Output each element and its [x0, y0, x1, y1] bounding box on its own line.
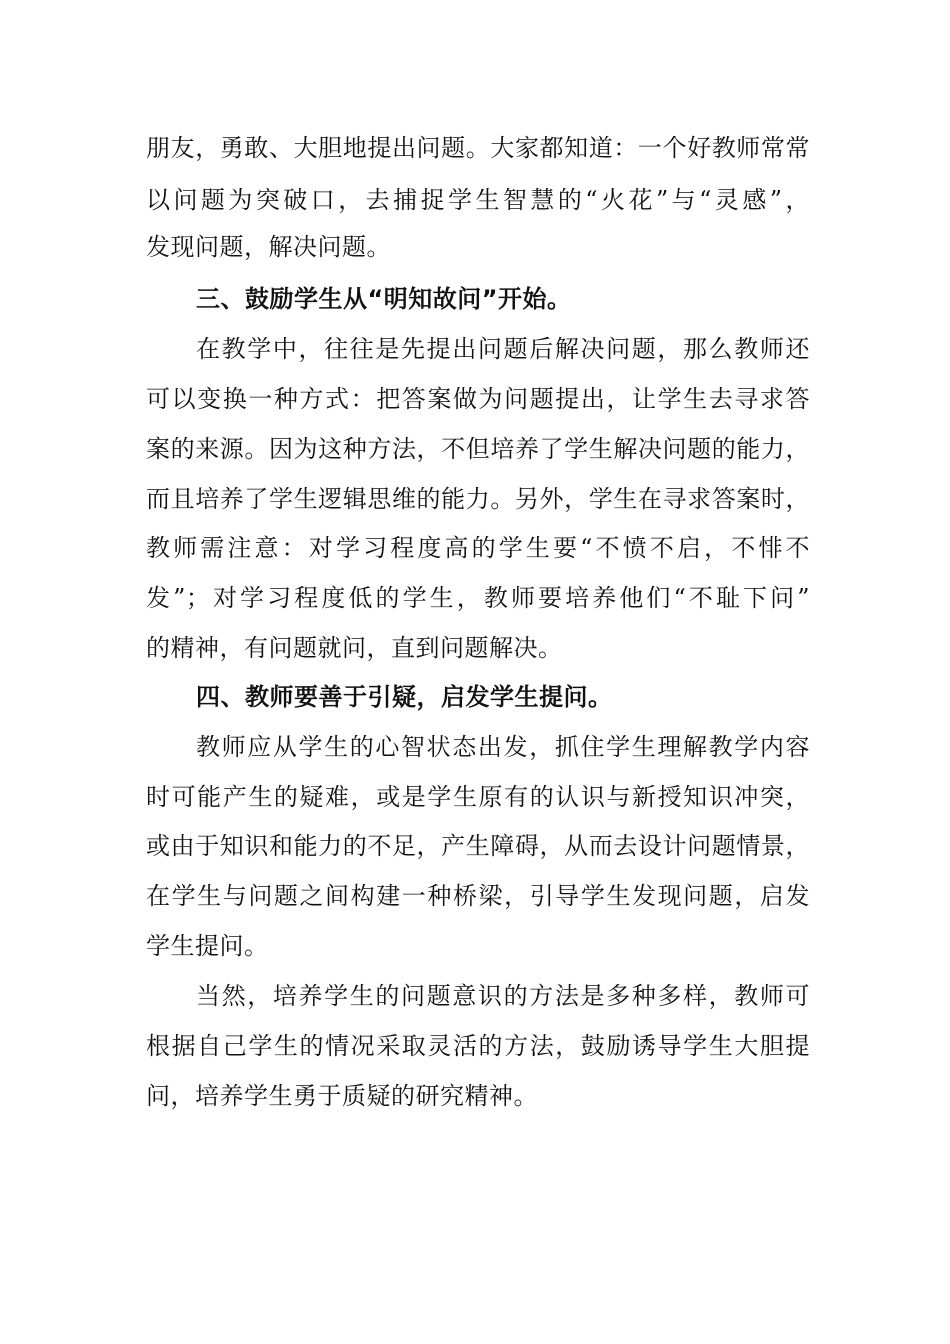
section-heading: 四、教师要善于引疑，启发学生提问。	[196, 683, 613, 711]
text-line: 当然，培养学生的问题意识的方法是多种多样，教师可	[196, 982, 810, 1010]
text-line: 发”；对学习程度低的学生，教师要培养他们“不耻下问”	[146, 584, 810, 612]
text-line: 或由于知识和能力的不足，产生障碍，从而去设计问题情景，	[146, 832, 810, 860]
text-line: 可以变换一种方式：把答案做为问题提出，让学生去寻求答	[146, 385, 810, 413]
text-line: 学生提问。	[146, 932, 269, 960]
text-line: 的精神，有问题就问，直到问题解决。	[146, 634, 563, 662]
text-line: 以问题为突破口，去捕捉学生智慧的“火花”与“灵感”，	[146, 186, 810, 214]
text-line: 根据自己学生的情况采取灵活的方法，鼓励诱导学生大胆提	[146, 1032, 810, 1060]
text-line: 教师应从学生的心智状态出发，抓住学生理解教学内容	[196, 733, 810, 761]
text-line: 教师需注意：对学习程度高的学生要“不愤不启，不悱不	[146, 534, 810, 562]
section-heading: 三、鼓励学生从“明知故问”开始。	[196, 285, 572, 313]
text-line: 在学生与问题之间构建一种桥梁，引导学生发现问题，启发	[146, 882, 810, 910]
text-line: 案的来源。因为这种方法，不但培养了学生解决问题的能力，	[146, 435, 810, 463]
text-line: 在教学中，往往是先提出问题后解决问题，那么教师还	[196, 335, 810, 363]
text-line: 而且培养了学生逻辑思维的能力。另外，学生在寻求答案时，	[146, 485, 810, 513]
text-line: 问，培养学生勇于质疑的研究精神。	[146, 1082, 538, 1110]
text-line: 时可能产生的疑难，或是学生原有的认识与新授知识冲突，	[146, 783, 810, 811]
text-line: 发现问题，解决问题。	[146, 233, 391, 261]
text-line: 朋友，勇敢、大胆地提出问题。大家都知道：一个好教师常常	[146, 134, 810, 162]
